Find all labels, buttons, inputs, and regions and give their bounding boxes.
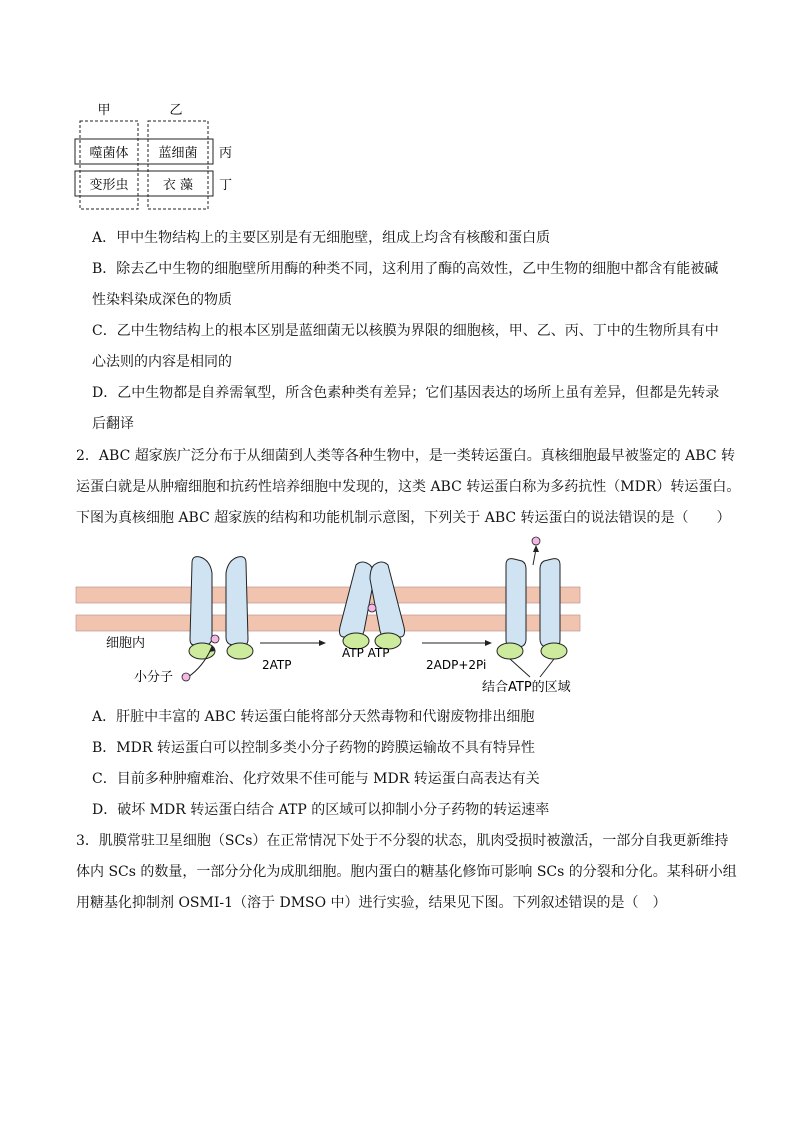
atp-site-3a <box>497 643 523 659</box>
q3-stem-line-3: 用糖基化抑制剂 OSMI-1（溶于 DMSO 中）进行实验，结果见下图。下列叙述错误的是（ ） <box>76 895 667 911</box>
atp-site-3b <box>541 643 567 659</box>
inside-cell-label: 细胞内 <box>106 636 146 651</box>
row-label-bing: 丙 <box>219 146 233 161</box>
q2-option-a: A．肝脏中丰富的 ABC 转运蛋白能将部分天然毒物和代谢废物排出细胞 <box>92 709 535 725</box>
abc-transporter-diagram <box>70 535 590 700</box>
binding-pointer-a <box>510 659 530 677</box>
atp-label: ATP ATP <box>342 646 390 660</box>
small-molecule-legend-dot <box>182 673 190 681</box>
q3-stem-line-2: 体内 SCs 的数量，一部分分化为成肌细胞。胞内蛋白的糖基化修饰可影响 SCs 的分裂和分化。某科研小组 <box>76 864 737 880</box>
small-molecule-bound <box>211 635 219 643</box>
cell-amoeba: 变形虫 <box>89 178 129 193</box>
step2-label: 2ADP+2Pi <box>426 658 487 672</box>
q1-option-c: C．乙中生物结构上的根本区别是蓝细菌无以核膜为界限的细胞核，甲、乙、丙、丁中的生物所具有中 <box>92 323 719 339</box>
col-label-jia: 甲 <box>97 103 111 118</box>
q3-stem-line-1: 3．肌膜常驻卫星细胞（SCs）在正常情况下处于不分裂的状态，肌肉受损时被激活，一部分自我更新维持 <box>76 833 729 849</box>
small-molecule-label: 小分子 <box>134 670 174 685</box>
step-arrowhead-2 <box>485 640 492 646</box>
q1-option-d: D．乙中生物都是自养需氧型，所含色素种类有差异；它们基因表达的场所上虽有差异，但都是先转录 <box>92 385 720 401</box>
cell-chlamydomonas: 衣 藻 <box>162 178 194 193</box>
col-label-yi: 乙 <box>169 103 183 118</box>
row-label-ding: 丁 <box>219 178 233 193</box>
classification-figure <box>70 96 250 214</box>
q1-option-a: A．甲中生物结构上的主要区别是有无细胞壁，组成上均含有核酸和蛋白质 <box>92 230 551 246</box>
q2-stem-line-3: 下图为真核细胞 ABC 超家族的结构和功能机制示意图，下列关于 ABC 转运蛋白的说法错误的是（ ） <box>76 510 731 526</box>
binding-pointer-b <box>540 659 554 677</box>
binding-region-label: 结合ATP的区域 <box>482 680 571 695</box>
q2-stem-line-1: 2．ABC 超家族广泛分布于从细菌到人类等各种生物中，是一类转运蛋白。真核细胞最早被鉴定的 ABC 转 <box>76 448 735 464</box>
q1-option-c-cont: 心法则的内容是相同的 <box>92 354 232 370</box>
membrane-inner-band <box>76 615 580 631</box>
q1-option-d-cont: 后翻译 <box>92 416 134 432</box>
step-arrowhead-1 <box>319 640 326 646</box>
q2-option-c: C．目前多种肿瘤难治、化疗效果不佳可能与 MDR 转运蛋白高表达有关 <box>92 771 540 787</box>
small-molecule-transit <box>368 604 376 612</box>
q2-option-b: B．MDR 转运蛋白可以控制多类小分子药物的跨膜运输故不具有特异性 <box>92 740 535 756</box>
step1-label: 2ATP <box>262 658 292 672</box>
cell-phage: 噬菌体 <box>89 146 129 161</box>
membrane-outer-band <box>76 587 580 603</box>
transporter-occluded <box>340 562 405 649</box>
small-molecule-released <box>532 537 540 545</box>
atp-site-1b <box>227 643 253 659</box>
q2-stem-line-2: 运蛋白就是从肿瘤细胞和抗药性培养细胞中发现的，这类 ABC 转运蛋白称为多药抗性（MDR）转运蛋白。 <box>76 479 741 495</box>
cell-cyanobacteria: 蓝细菌 <box>158 146 198 161</box>
q1-option-b: B．除去乙中生物的细胞壁所用酶的种类不同，这利用了酶的高效性，乙中生物的细胞中都含有能被碱 <box>92 261 719 277</box>
q2-option-d: D．破坏 MDR 转运蛋白结合 ATP 的区域可以抑制小分子药物的转运速率 <box>92 802 550 818</box>
q1-option-b-cont: 性染料染成深色的物质 <box>92 292 232 308</box>
transporter-inward-open <box>189 557 253 659</box>
efflux-arrowhead <box>533 545 539 552</box>
